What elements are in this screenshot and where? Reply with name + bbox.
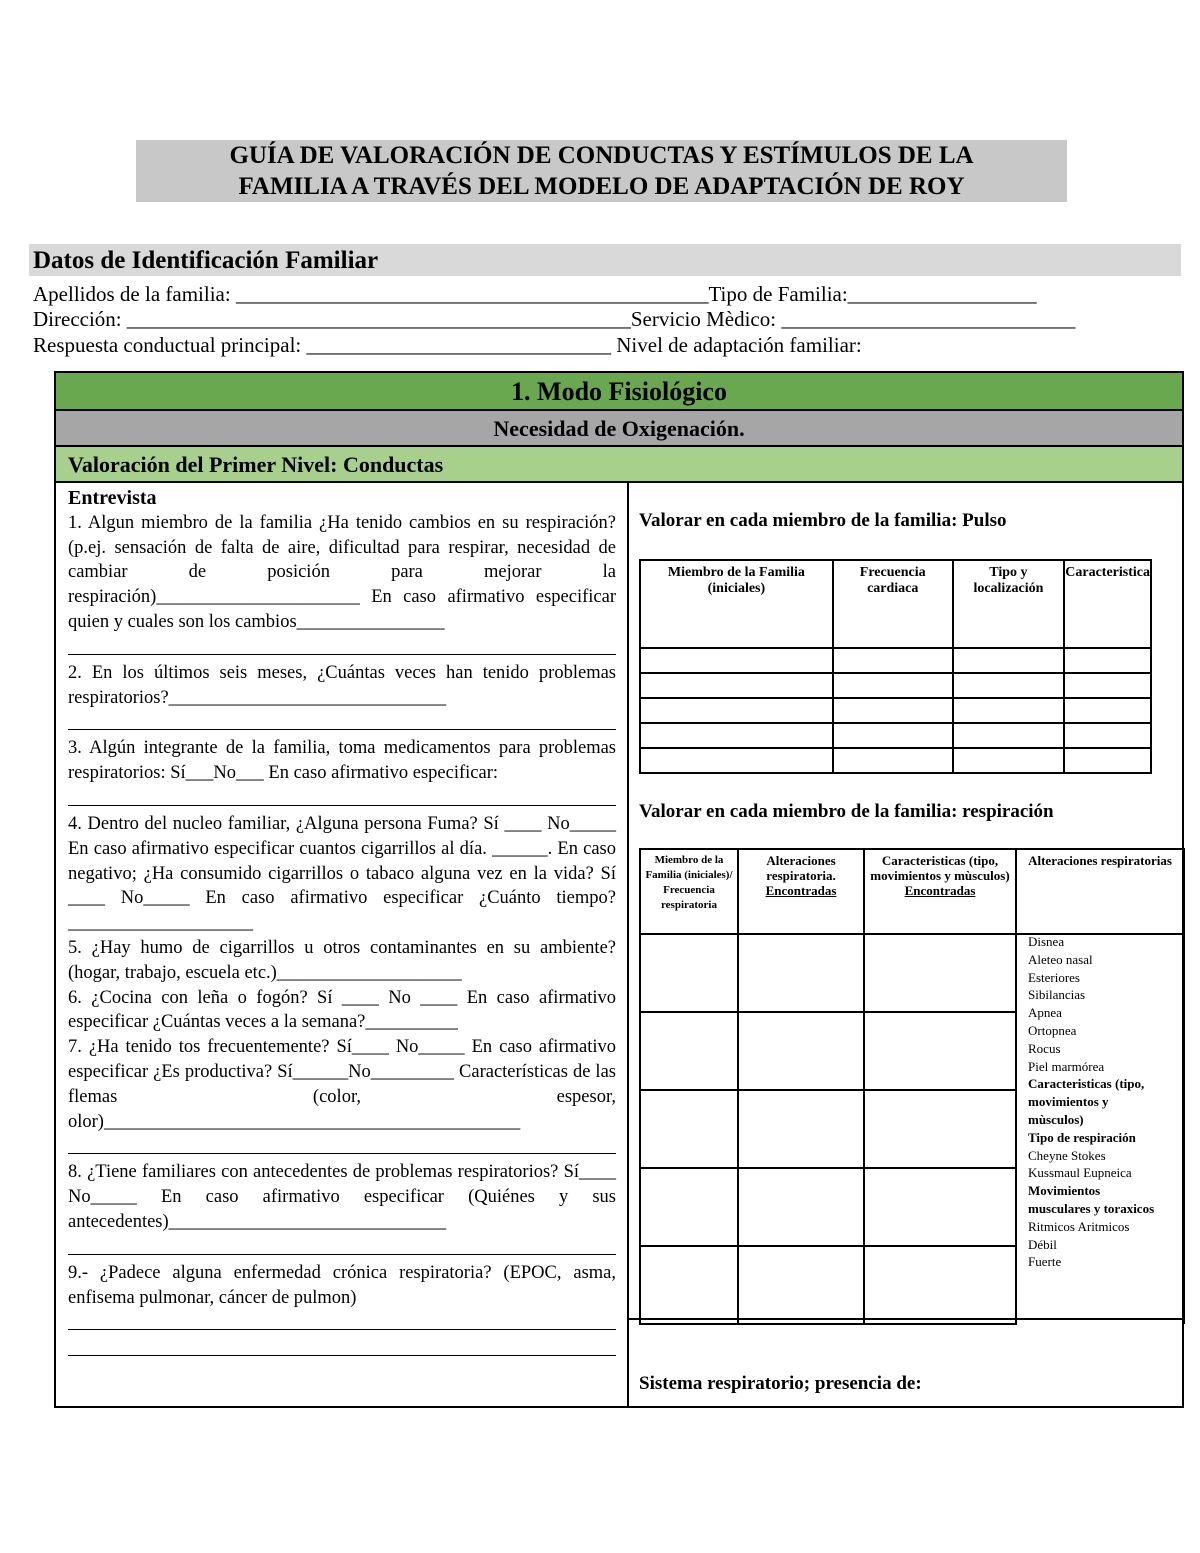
table-row [640, 748, 1151, 773]
address-field[interactable]: Dirección: ________________________________________________Servicio Mèdico: ____________________________ [33, 307, 1076, 331]
legend-heading: movimientos y [1028, 1094, 1109, 1110]
legend-item: Aleteo nasal [1028, 951, 1093, 967]
title-line-2: FAMILIA A TRAVÉS DEL MODELO DE ADAPTACIÓN DE ROY [238, 173, 965, 200]
question-8[interactable]: 8. ¿Tiene familiares con antecedentes de problemas respiratorios? Sí____ No_____ En caso afirmativo especificar (Quiénes y sus antecedentes)______________________________ [68, 1162, 616, 1232]
answer-line[interactable] [68, 1235, 616, 1255]
legend-heading: Tipo de respiración [1028, 1129, 1136, 1145]
respiratory-system-heading: Sistema respiratorio; presencia de: [639, 1373, 922, 1394]
answer-line[interactable] [68, 1336, 616, 1356]
answer-line[interactable] [68, 1310, 616, 1330]
level-header: Valoración del Primer Nivel: Conductas [56, 447, 1182, 483]
main-response-field[interactable]: Respuesta conductual principal: _____________________________ Nivel de adaptación familiar: [33, 333, 862, 357]
title-line-1: GUÍA DE VALORACIÓN DE CONDUCTAS Y ESTÍMULOS DE LA [229, 142, 974, 169]
legend-heading: Movimientos [1028, 1183, 1101, 1199]
answer-line[interactable] [68, 786, 616, 806]
answer-line[interactable] [68, 710, 616, 730]
answer-line[interactable] [68, 1134, 616, 1154]
legend-heading: Caracteristicas (tipo, [1028, 1076, 1145, 1092]
legend-item: Sibilancias [1028, 987, 1086, 1003]
table-row [640, 723, 1151, 748]
resp-col-member: Miembro de la Familia (iniciales)/ Frecuencia respiratoria [640, 849, 738, 934]
pulse-heading: Valorar en cada miembro de la familia: Pulso [639, 510, 1007, 531]
legend-item: Cheyne Stokes [1028, 1147, 1106, 1163]
resp-col-alterations-label: Alteraciones respiratoria. [766, 853, 836, 883]
legend-item: Rocus [1028, 1040, 1061, 1056]
pulse-table [639, 559, 1152, 774]
legend-item: Débil [1028, 1236, 1057, 1252]
family-surname-field[interactable]: Apellidos de la familia: _____________________________________________Tipo de Familia:__________________ [33, 282, 1037, 306]
legend-item: Fuerte [1028, 1254, 1062, 1270]
legend-item: Ritmicos Aritmicos [1028, 1218, 1130, 1234]
legend-item: Piel marmórea [1028, 1058, 1105, 1074]
resp-col-characteristics-found: Encontradas [904, 883, 976, 898]
pulse-col-characteristic: Caracteristica [1064, 560, 1151, 648]
table-row [640, 673, 1151, 698]
mode-header: 1. Modo Fisiológico [56, 373, 1182, 411]
resp-col-characteristics-label: Caracteristicas (tipo, movimientos y mùsculos) [870, 853, 1010, 883]
interview-section [68, 486, 616, 1362]
pulse-col-type: Tipo y localización [953, 560, 1065, 648]
legend-heading: musculares y toraxicos [1028, 1200, 1155, 1216]
resp-col-alterations [738, 849, 864, 934]
assessment-form [54, 371, 1184, 1408]
resp-col-alterations-found: Encontradas [765, 883, 837, 898]
respiration-heading: Valorar en cada miembro de la familia: respiración [639, 801, 1054, 822]
legend-heading: mùsculos) [1028, 1111, 1084, 1127]
document-title [136, 140, 1067, 202]
legend-item: Apnea [1028, 1005, 1062, 1021]
column-divider [627, 483, 629, 1408]
pulse-col-member: Miembro de la Familia (iniciales) [640, 560, 833, 648]
need-header: Necesidad de Oxigenación. [56, 411, 1182, 447]
question-7[interactable]: 7. ¿Ha tenido tos frecuentemente? Sí____ No_____ En caso afirmativo especificar ¿Es productiva? Sí______No_________ Características de las flemas (color, espesor, olor)_____________________________________________ [68, 1037, 616, 1132]
pulse-col-rate: Frecuencia cardiaca [833, 560, 953, 648]
question-6[interactable]: 6. ¿Cocina con leña o fogón? Sí ____ No ____ En caso afirmativo especificar ¿Cuántas veces a la semana?__________ [68, 987, 616, 1033]
question-3[interactable]: 3. Algún integrante de la familia, toma medicamentos para problemas respiratorios: Sí___No___ En caso afirmativo especificar: [68, 738, 616, 784]
question-2[interactable]: 2. En los últimos seis meses, ¿Cuántas veces han tenido problemas respiratorios?______________________________ [68, 662, 616, 708]
answer-line[interactable] [68, 635, 616, 655]
question-5[interactable]: 5. ¿Hay humo de cigarrillos u otros contaminantes en su ambiente? (hogar, trabajo, escuela etc.)____________________ [68, 937, 616, 983]
table-row [640, 648, 1151, 673]
question-4[interactable]: 4. Dentro del nucleo familiar, ¿Alguna persona Fuma? Sí ____ No_____ En caso afirmativo especificar cuantos cigarrillos al día. ______. En caso negativo; ¿Ha consumido cigarrillos o tabaco alguna vez en la vida? Sí ____ No_____ En caso afirmativo especificar ¿Cuánto tiempo?____________________ [68, 813, 616, 934]
legend-item: Ortopnea [1028, 1022, 1077, 1038]
legend-item: Kussmaul Eupneica [1028, 1165, 1132, 1181]
resp-col-legend: Alteraciones respiratorias [1016, 849, 1184, 934]
section-divider [627, 1318, 1184, 1320]
table-row [640, 698, 1151, 723]
identification-heading: Datos de Identificación Familiar [29, 244, 1181, 276]
respiration-legend [1028, 933, 1188, 1271]
question-1[interactable]: 1. Algun miembro de la familia ¿Ha tenido cambios en su respiración? (p.ej. sensación de falta de aire, dificultad para respirar, necesidad de cambiar de posición para mejorar la respiración)______________________ En caso afirmativo especificar quien y cuales son los cambios________________ [68, 512, 616, 632]
resp-col-characteristics [864, 849, 1016, 934]
legend-item: Disnea [1028, 934, 1065, 949]
legend-item: Esteriores [1028, 969, 1080, 985]
question-9[interactable]: 9.- ¿Padece alguna enfermedad crónica respiratoria? (EPOC, asma, enfisema pulmonar, cáncer de pulmon) [68, 1262, 616, 1308]
interview-heading: Entrevista [68, 487, 157, 509]
